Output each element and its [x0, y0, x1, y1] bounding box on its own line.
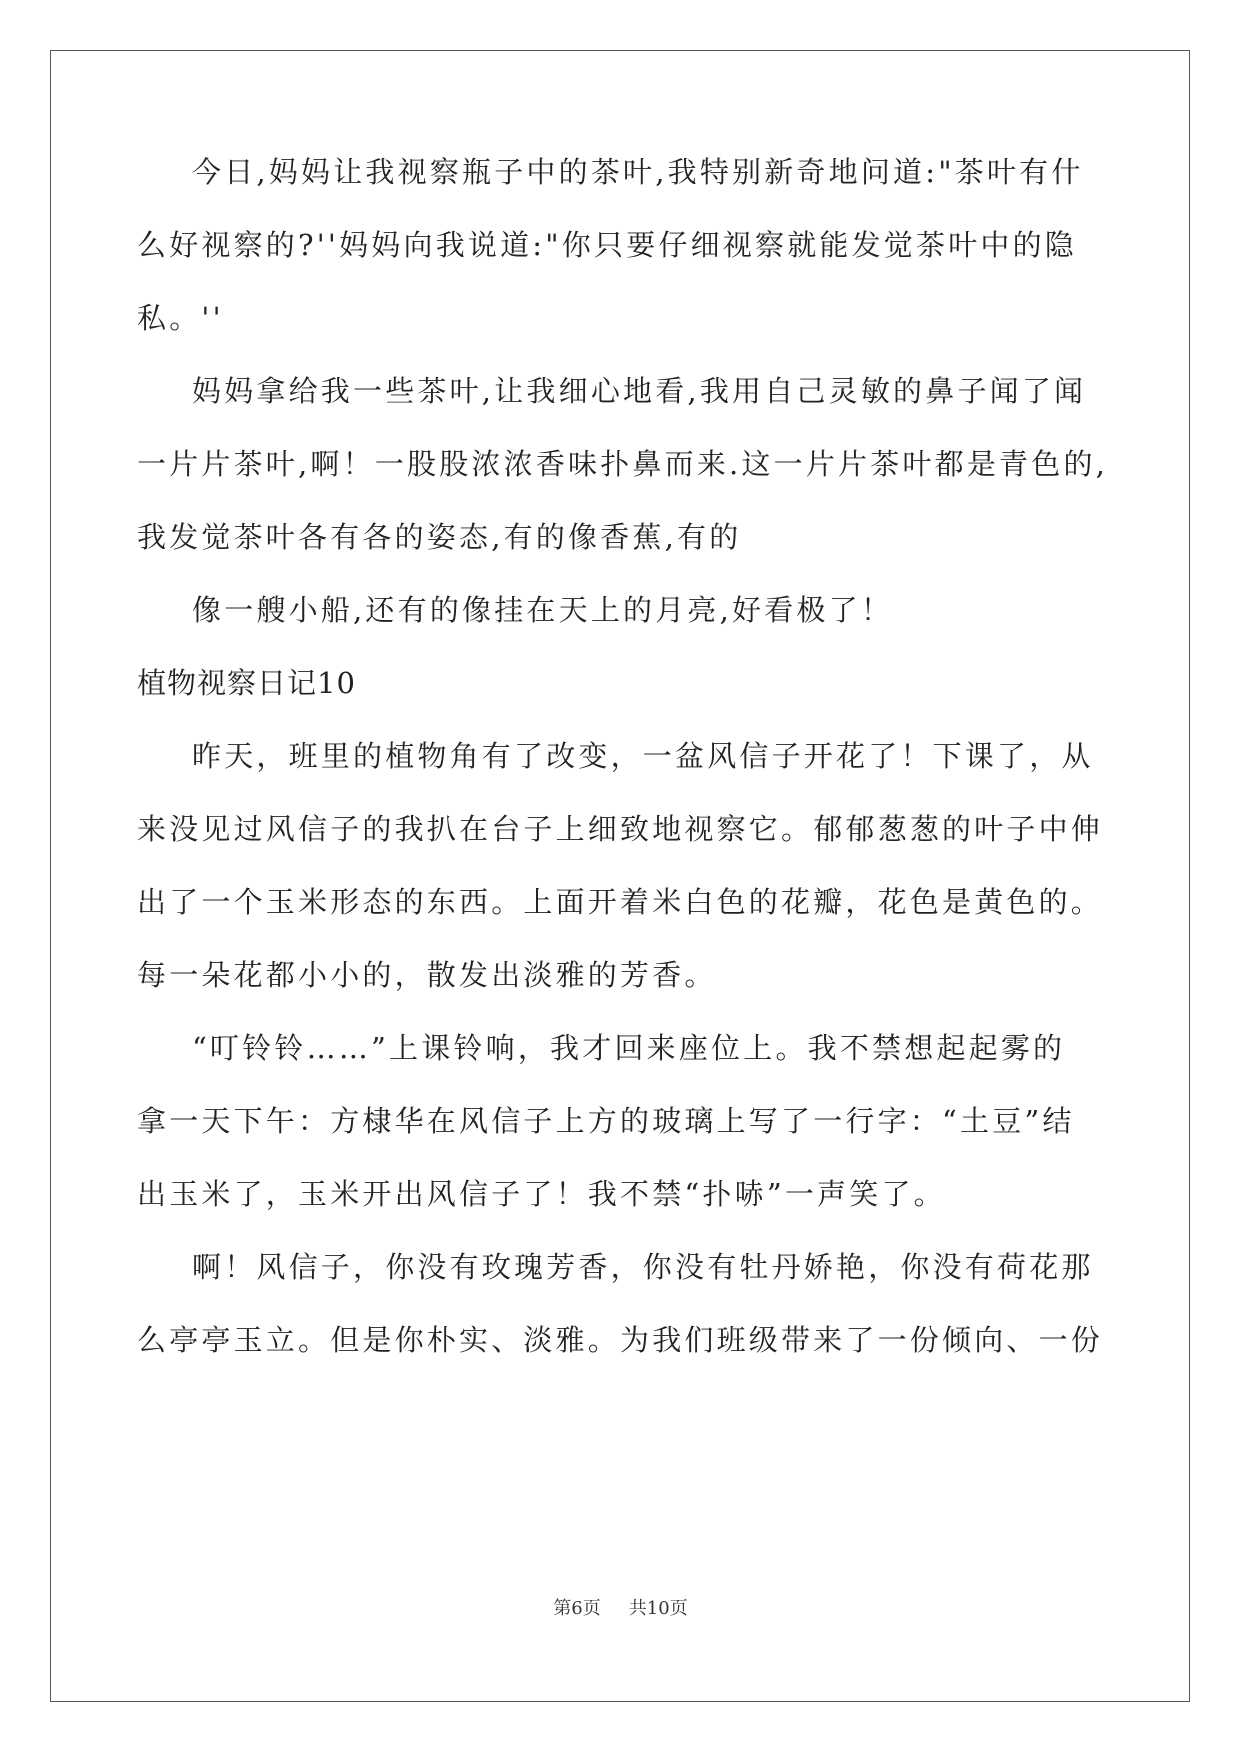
paragraph-line: 一片片茶叶,啊！一股股浓浓香味扑鼻而来.这一片片茶叶都是青色的,: [137, 447, 1109, 481]
paragraph-line: 像一艘小船,还有的像挂在天上的月亮,好看极了！: [192, 593, 894, 627]
paragraph-line: 妈妈拿给我一些茶叶,让我细心地看,我用自己灵敏的鼻子闻了闻: [192, 374, 1087, 408]
section-heading: 植物视察日记10: [137, 666, 356, 700]
paragraph-line: 出玉米了，玉米开出风信子了！我不禁“扑哧”一声笑了。: [137, 1177, 946, 1211]
paragraph-line: 我发觉茶叶各有各的姿态,有的像香蕉,有的: [137, 520, 742, 554]
paragraph-line: 今日,妈妈让我视察瓶子中的茶叶,我特别新奇地问道:"茶叶有什: [192, 155, 1084, 189]
paragraph-line: 啊！风信子，你没有玫瑰芳香，你没有牡丹娇艳，你没有荷花那: [192, 1250, 1094, 1284]
page-total: 共10页: [628, 1598, 688, 1619]
paragraph-line: 私。'': [137, 301, 224, 335]
paragraph-line: 昨天，班里的植物角有了改变，一盆风信子开花了！下课了，从: [192, 739, 1094, 773]
paragraph-line: 来没见过风信子的我扒在台子上细致地视察它。郁郁葱葱的叶子中伸: [137, 812, 1104, 846]
paragraph-line: 么亭亭玉立。但是你朴实、淡雅。为我们班级带来了一份倾向、一份: [137, 1323, 1104, 1357]
paragraph-line: 出了一个玉米形态的东西。上面开着米白色的花瓣，花色是黄色的。: [137, 885, 1104, 919]
paragraph-line: 拿一天下午：方棣华在风信子上方的玻璃上写了一行字：“土豆”结: [137, 1104, 1075, 1138]
page-number: 第6页: [553, 1598, 601, 1619]
paragraph-line: “叮铃铃……”上课铃响，我才回来座位上。我不禁想起起雾的: [192, 1031, 1066, 1065]
paragraph-line: 么好视察的?''妈妈向我说道:"你只要仔细视察就能发觉茶叶中的隐: [137, 228, 1078, 262]
paragraph-line: 每一朵花都小小的，散发出淡雅的芳香。: [137, 958, 717, 992]
page-footer: [0, 1594, 1241, 1620]
